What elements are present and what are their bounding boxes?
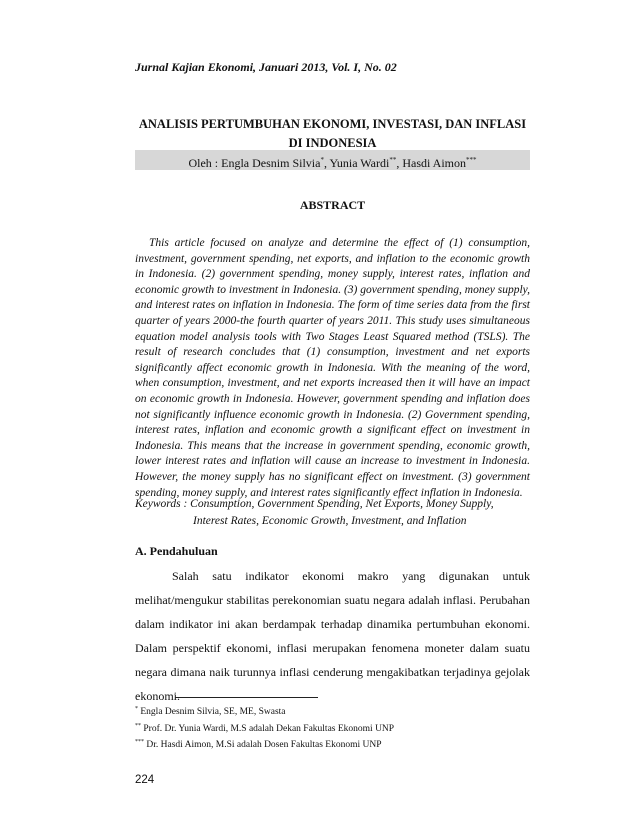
footnote-divider xyxy=(175,697,318,698)
section-body: Salah satu indikator ekonomi makro yang digunakan untuk melihat/mengukur stabilitas perekonomian suatu negara adalah inflasi. Perubahan dalam indikator ini akan berdampak terhadap dinamika pertumbuhan ekonomi. Dalam perspektif ekonomi, inflasi merupakan fenomena moneter dalam suatu negara dimana naik turunnya inflasi cenderung mengakibatkan terjadinya gejolak ekonomi. xyxy=(135,569,530,703)
footnote-text: Engla Desnim Silvia, SE, ME, Swasta xyxy=(138,707,286,718)
keywords-label: Keywords : xyxy=(135,498,191,510)
page-number: 224 xyxy=(135,774,155,786)
author-prefix: Oleh : xyxy=(188,156,222,170)
keywords-second-line: Interest Rates, Economic Growth, Investment, and Inflation xyxy=(193,515,467,527)
author-name: Yunia Wardi xyxy=(329,156,390,170)
footnote-text: Dr. Hasdi Aimon, M.Si adalah Dosen Fakultas Ekonomi UNP xyxy=(144,740,382,751)
author-name: Engla Desnim Silvia xyxy=(221,156,321,170)
footnotes xyxy=(135,703,394,753)
author-mark: *** xyxy=(466,156,477,164)
author-line xyxy=(135,150,530,170)
author-separator: , xyxy=(396,156,403,170)
footnote xyxy=(135,736,394,753)
footnote xyxy=(135,720,394,737)
footnote xyxy=(135,703,394,720)
author-mark: ** xyxy=(389,156,397,164)
footnote-mark: ** xyxy=(135,722,141,729)
section-heading: A. Pendahuluan xyxy=(135,544,218,558)
keywords xyxy=(135,496,530,530)
paper-title: ANALISIS PERTUMBUHAN EKONOMI, INVESTASI, DAN INFLASI DI INDONESIA xyxy=(138,117,527,150)
journal-header: Jurnal Kajian Ekonomi, Januari 2013, Vol. I, No. 02 xyxy=(135,60,397,74)
abstract-text: This article focused on analyze and determine the effect of (1) consumption, investment, government spending, net exports, and inflation to the economic growth in Indonesia. (2) government spending, money supply, interest rates, inflation and economic growth to investment in Indonesia. (3) government spending, money supply, and interest rates on inflation in Indonesia. The form of time series data from the first quarter of years 2000-the fourth quarter of years 2011. This study uses simultaneous equation model analysis tools with Two Stages Least Squared method (TSLS). The result of research concludes that (1) consumption, investment and net exports significantly affect economic growth in Indonesia. With the meaning of the word, when consumption, investment, and net exports increased then it will have an impact on economic growth in Indonesia. However, government spending and inflation does not significantly influence economic growth in Indonesia. (2) Government spending, interest rates, inflation and economic growth a significant effect on investment in Indonesia. This means that the increase in government spending, economic growth, lower interest rates and inflation will cause an increase to investment in Indonesia. However, the money supply has no significant effect on investment. (3) government spending, money supply, and interest rates significantly effect inflation in Indonesia. xyxy=(135,237,530,499)
author-name: Hasdi Aimon xyxy=(402,156,467,170)
abstract-heading: ABSTRACT xyxy=(299,198,366,212)
footnote-mark: *** xyxy=(135,739,144,746)
footnote-text: Prof. Dr. Yunia Wardi, M.S adalah Dekan Fakultas Ekonomi UNP xyxy=(141,723,395,734)
keywords-first-line: Consumption, Government Spending, Net Exports, Money Supply, xyxy=(190,498,494,510)
author-separator: , xyxy=(323,156,330,170)
author-mark: * xyxy=(320,156,324,164)
footnote-mark: * xyxy=(135,706,138,712)
